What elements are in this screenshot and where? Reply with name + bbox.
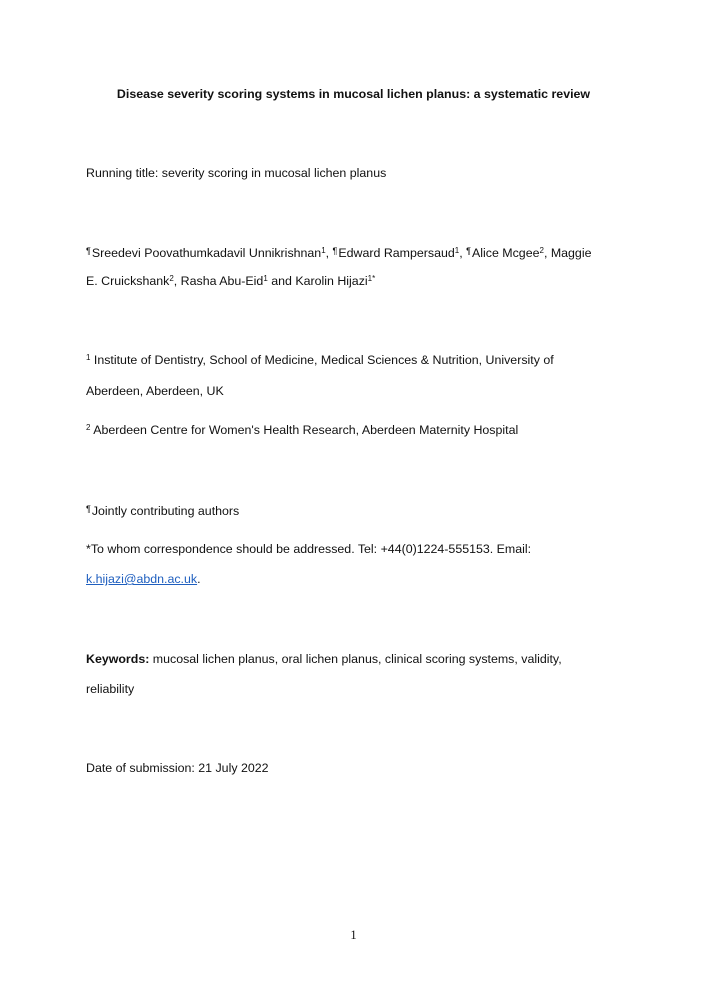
submission-date: Date of submission: 21 July 2022 <box>86 761 269 775</box>
joint-author-mark: ¶ <box>86 246 91 256</box>
author-separator: , Rasha Abu-Eid <box>173 274 264 288</box>
author-line-2 <box>86 273 375 289</box>
affiliation-superscript: 1* <box>367 274 376 283</box>
author-separator: , Maggie <box>543 246 592 260</box>
author-line-1 <box>86 243 591 261</box>
affiliation-superscript: 2 <box>539 246 544 255</box>
affiliation-number: 1 <box>86 353 91 362</box>
author-name: Edward Rampersaud <box>338 246 455 260</box>
email-link[interactable]: k.hijazi@abdn.ac.uk <box>86 572 198 586</box>
affiliation-2 <box>86 422 518 438</box>
joint-author-mark: ¶ <box>332 246 338 256</box>
author-name: E. Cruickshank <box>86 274 170 288</box>
running-title: Running title: severity scoring in mucosal lichen planus <box>86 166 387 180</box>
affiliation-1-cont: Aberdeen, Aberdeen, UK <box>86 384 224 398</box>
author-separator: , <box>459 246 467 260</box>
page-number: 1 <box>350 928 357 942</box>
keywords-cont: reliability <box>86 682 135 696</box>
keywords-line <box>86 651 562 667</box>
correspondence-line: *To whom correspondence should be addressed. Tel: +44(0)1224-555153. Email: <box>86 542 532 556</box>
author-separator: , <box>325 246 333 260</box>
joint-author-mark: ¶ <box>86 504 91 514</box>
affiliation-number: 2 <box>86 423 91 432</box>
affiliation-superscript: 2 <box>169 274 174 283</box>
author-separator: and Karolin Hijazi <box>267 274 368 288</box>
affiliation-superscript: 1 <box>454 246 460 255</box>
jointly-contributing-note <box>86 501 239 519</box>
affiliation-text: Institute of Dentistry, School of Medicine, Medical Sciences & Nutrition, University of <box>90 353 554 367</box>
jointly-text: Jointly contributing authors <box>91 504 240 518</box>
author-name: Alice Mcgee <box>471 246 540 260</box>
email-period: . <box>197 572 201 586</box>
affiliation-text: Aberdeen Centre for Women's Health Research, Aberdeen Maternity Hospital <box>90 423 519 437</box>
correspondence-email-line <box>86 571 201 587</box>
paper-title: Disease severity scoring systems in mucosal lichen planus: a systematic review <box>116 87 591 101</box>
keywords-label: Keywords: <box>86 652 150 666</box>
joint-author-mark: ¶ <box>466 246 471 256</box>
affiliation-superscript: 1 <box>263 274 268 283</box>
author-name: Sreedevi Poovathumkadavil Unnikrishnan <box>91 246 322 260</box>
keywords-text: mucosal lichen planus, oral lichen planus, clinical scoring systems, validity, <box>149 652 562 666</box>
affiliation-superscript: 1 <box>321 246 326 255</box>
affiliation-1 <box>86 352 554 368</box>
